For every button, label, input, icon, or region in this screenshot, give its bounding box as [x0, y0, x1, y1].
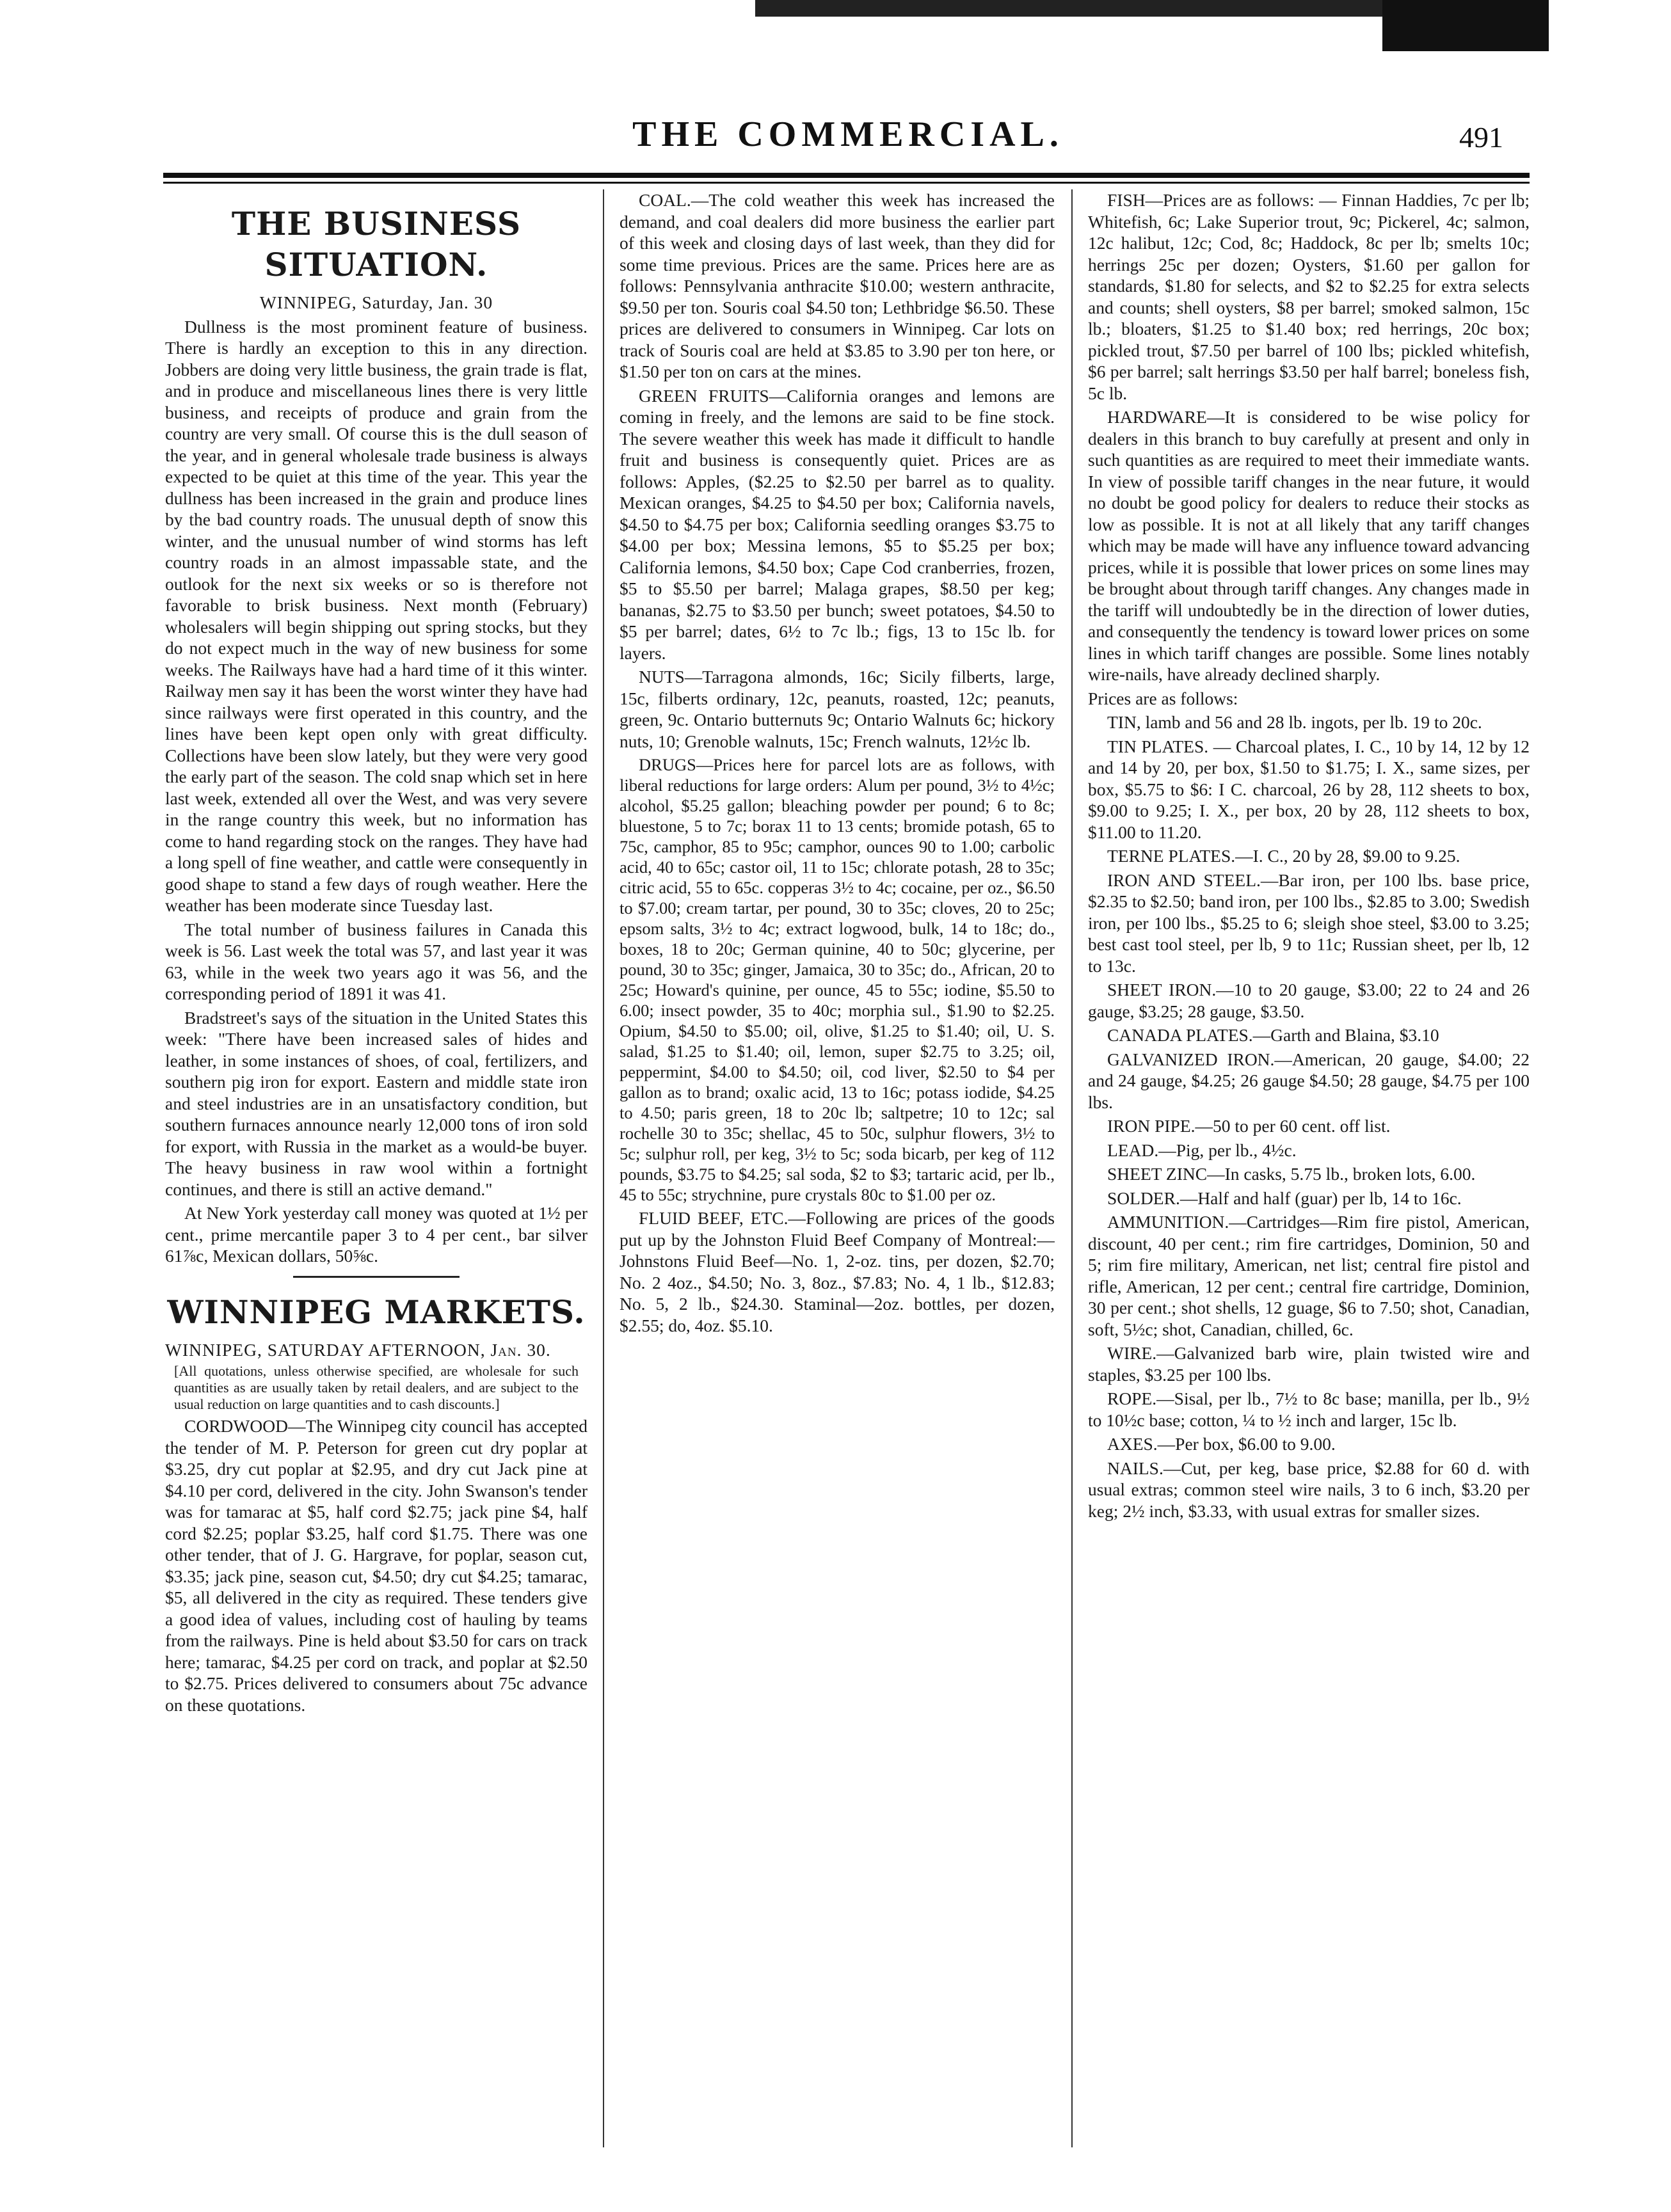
business-situation-paragraph: Dullness is the most prominent feature of business. There is hardly an exception to this in any direction. Jobbers are doing very little business, the grain trade is flat, and in produce and miscellaneous lines there is very little business, and receipts of produce and grain from the country are very small. Of course this is the dull season of the year, and in general wholesale trade business is always expected to be quiet at this time of the year. This year the dullness has been increased in the grain and produce lines by the bad country roads. The unusual depth of snow this winter, and the unusual number of wind storms has left country roads in an almost impassable state, and the outlook for the next six weeks or so is therefore not favorable to brisk business. Next month (February) wholesalers will begin shipping out spring stocks, but they do not expect much in the way of new business for some weeks. The Railways have had a hard time of it this winter. Railway men say it has been the worst winter they have had since railways were first operated in this country, and the lines have been kept open only with great difficulty. Collections have been slow lately, but they were very good the early part of the season. The cold snap which set in here last week, extended all over the West, and was very severe in the range country this week, but no information has come to hand regarding stock on the ranges. They have had a long spell of fine weather, and cattle were consequently in good shape to stand a few days of rough weather. Here the weather has been moderate since Tuesday last.	[165, 316, 588, 915]
nails-paragraph: NAILS.—Cut, per keg, base price, $2.88 for 60 d. with usual extras; common steel wire nails, 3 to 6 inch, $3.20 per keg; 2½ inch, $3.33, with usual extras for smaller sizes.	[1088, 1458, 1530, 1521]
column-divider-1	[603, 189, 604, 2147]
nuts-paragraph: NUTS—Tarragona almonds, 16c; Sicily filberts, large, 15c, filberts ordinary, 12c, peanuts, roasted, 12c; peanuts, green, 9c. Ontario butternuts 9c; Ontario Walnuts 6c; hickory nuts, 10; Grenoble walnuts, 15c; French walnuts, 12½c lb.	[620, 667, 1055, 751]
business-situation-paragraph: At New York yesterday call money was quoted at 1½ per cent., prime mercantile paper 3 to 4 per cent., bar silver 61⅞c, Mexican dollars, 50⅝c.	[165, 1203, 588, 1266]
page-number: 491	[1459, 121, 1503, 154]
header-rule-thin	[163, 182, 1530, 184]
coal-paragraph: COAL.—The cold weather this week has increased the demand, and coal dealers did more business the earlier part of this week and closing days of last week, than they did for some time previous. Prices are the same. Prices here are as follows: Pennsylvania anthracite $10.00; western anthracite, $9.50 per ton. Souris coal $4.50 ton; Lethbridge $6.50. These prices are delivered to consumers in Winnipeg. Car lots on track of Souris coal are held at $3.85 to 3.90 per ton here, or $1.50 per ton on cars at the mines.	[620, 190, 1055, 381]
business-situation-paragraph: Bradstreet's says of the situation in the United States this week: "There have been increased sales of hides and leather, in some instances of shoes, of coal, fertilizers, and southern pig iron for export. Eastern and middle state iron and steel industries are in an unsatisfactory condition, but southern furnaces announce nearly 12,000 tons of iron sold for export, with Russia in the market as a would-be buyer. The heavy business in raw wool within a fortnight continues, and there is still an active demand."	[165, 1007, 588, 1199]
fish-paragraph: FISH—Prices are as follows: — Finnan Haddies, 7c per lb; Whitefish, 6c; Lake Superior trout, 9c; Pickerel, 4c; salmon, 12c halibut, 12c; Cod, 8c; Haddock, 8c per lb; smelts 10c; herrings 25c per dozen; Oysters, $1.60 per gallon for standards, $1.80 for selects, and $2 to $2.25 for extra selects and counts; shell oysters, $8 per barrel; smoked salmon, 15c lb.; bloaters, $1.25 to $1.40 box; red herrings, 20c box; pickled trout, $7.50 per barrel of 100 lbs; pickled whitefish, $6 per barrel; salt herrings $3.50 per half barrel; boneless fish, 5c lb.	[1088, 190, 1530, 403]
galvanized-iron-paragraph: GALVANIZED IRON.—American, 20 gauge, $4.00; 22 and 24 gauge, $4.25; 26 gauge $4.50; 28 gauge, $4.75 per 100 lbs.	[1088, 1049, 1530, 1112]
drugs-paragraph: DRUGS—Prices here for parcel lots are as follows, with liberal reductions for large orders: Alum per pound, 3½ to 4½c; alcohol, $5.25 gallon; bleaching powder per pound; 6 to 8c; bluestone, 5 to 7c; borax 11 to 13 cents; bromide potash, 65 to 75c, camphor, 85 to 95c; camphor, ounces 90 to 1.00; carbolic acid, 40 to 65c; castor oil, 11 to 15c; chlorate potash, 28 to 35c; citric acid, 55 to 65c. copperas 3½ to 4c; cocaine, per oz., $6.50 to $7.00; cream tartar, per pound, 30 to 35c; cloves, 20 to 25c; epsom salts, 3½ to 4c; extract logwood, bulk, 14 to 18c; do., boxes, 18 to 20c; German quinine, 40 to 50c; glycerine, per pound, 30 to 35c; ginger, Jamaica, 30 to 35c; do., African, 20 to 25c; Howard's quinine, per ounce, 45 to 55c; iodine, $5.50 to 6.00; insect powder, 35 to 40c; morphia sul., $1.90 to $2.25. Opium, $4.50 to $5.00; oil, olive, $1.25 to $1.40; oil, U. S. salad, $1.25 to $1.40; oil, lemon, super $2.75 to 3.25; oil, peppermint, $4.00 to $4.50; oil, cod liver, $2.50 to $4 per gallon as to brand; oxalic acid, 13 to 16c; potass iodide, $4.25 to 4.50; paris green, 18 to 20c lb; saltpetre; 10 to 12c; sal rochelle 30 to 35c; shellac, 45 to 50c, sulphur flowers, 3½ to 5c; sulphur roll, per keg, 3½ to 5c; soda bicarb, per keg of 112 pounds, $3.75 to $4.25; sal soda, $2 to $3; tartaric acid, per lb., 45 to 55c; strychnine, pure crystals 80c to $1.00 per oz.	[620, 755, 1055, 1204]
tin-paragraph: TIN, lamb and 56 and 28 lb. ingots, per lb. 19 to 20c.	[1107, 712, 1482, 732]
sheet-iron-paragraph: SHEET IRON.—10 to 20 gauge, $3.00; 22 to 24 and 26 gauge, $3.25; 28 gauge, $3.50.	[1088, 980, 1530, 1021]
fluid-beef-paragraph: FLUID BEEF, ETC.—Following are prices of the goods put up by the Johnston Fluid Beef Company of Montreal:—Johnstons Fluid Beef—No. 1, 2-oz. tins, per dozen, $2.70; No. 2 4oz., $4.50; No. 3, 8oz., $7.83; No. 4, 1 lb., $12.83; No. 5, 2 lb., $24.30. Staminal—2oz. bottles, per dozen, $2.55; do, 4oz. $5.10.	[620, 1208, 1055, 1335]
business-situation-headline: THE BUSINESS SITUATION.	[231, 205, 522, 283]
iron-pipe-paragraph: IRON PIPE.—50 to per 60 cent. off list.	[1107, 1116, 1391, 1136]
column-2	[620, 189, 1055, 2154]
winnipeg-markets-dateline: WINNIPEG, SATURDAY AFTERNOON, Jan. 30.	[165, 1339, 551, 1360]
canada-plates-paragraph: CANADA PLATES.—Garth and Blaina, $3.10	[1107, 1025, 1439, 1045]
top-scan-edge	[1382, 0, 1549, 51]
business-situation-paragraph: The total number of business failures in Canada this week is 56. Last week the total was 57, and last year it was 63, while in the week two years ago it was 56, and the corresponding period of 1891 it was 41.	[165, 919, 588, 1003]
column-divider-2	[1071, 189, 1073, 2147]
winnipeg-markets-headline: WINNIPEG MARKETS.	[167, 1293, 586, 1331]
header-rule-thick	[163, 173, 1530, 178]
masthead: THE COMMERCIAL.	[632, 115, 1064, 154]
lead-paragraph: LEAD.—Pig, per lb., 4½c.	[1107, 1140, 1297, 1160]
rope-paragraph: ROPE.—Sisal, per lb., 7½ to 8c base; manilla, per lb., 9½ to 10½c base; cotton, ¼ to ½ inch and larger, 15c lb.	[1088, 1388, 1530, 1430]
sheet-zinc-paragraph: SHEET ZINC—In casks, 5.75 lb., broken lots, 6.00.	[1107, 1164, 1476, 1184]
column-3	[1088, 189, 1530, 2154]
cordwood-paragraph: CORDWOOD—The Winnipeg city council has accepted the tender of M. P. Peterson for green cut dry poplar at $3.25, dry cut poplar at $2.95, and dry cut Jack pine at $4.10 per cord, delivered in the city. John Swanson's tender was for tamarac at $5, half cord $2.75; jack pine $4, half cord $2.25; poplar $3.25, half cord $1.75. There was one other tender, that of J. G. Hargrave, for poplar, season cut, $3.35; jack pine, season cut, $4.50; dry cut $4.25; tamarac, $5, all delivered in the city as required. These tenders give a good idea of values, including cost of hauling by teams from the railways. Pine is held about $3.50 for cars on track here; tamarac, $4.25 per cord on track, and poplar at $2.50 to $2.75. Prices delivered to consumers about 75c advance on these quotations.	[165, 1416, 588, 1715]
solder-paragraph: SOLDER.—Half and half (guar) per lb, 14 to 16c.	[1107, 1188, 1462, 1208]
column-1	[165, 189, 588, 2154]
prices-intro: Prices are as follows:	[1088, 688, 1238, 708]
quotations-note: [All quotations, unless otherwise specified, are wholesale for such quantities as are usually taken by retail dealers, and are subject to the usual reduction on large quantities and to cash discounts.]	[174, 1363, 579, 1412]
section-rule	[293, 1276, 460, 1278]
hardware-paragraph: HARDWARE—It is considered to be wise policy for dealers in this branch to buy carefully at present and only in such quantities as are required to meet their immediate wants. In view of possible tariff changes in the near future, it would no doubt be good policy for dealers to reduce their stocks as low as possible. It is not at all likely that any tariff changes which may be made will have any influence toward advancing prices, while it is possible that lower prices on some lines may be brought about through tariff changes. Any changes made in the tariff will undoubtedly be in the direction of lower duties, and consequently the tendency is toward lower prices on some lines in which tariff changes are possible. Some lines notably wire-nails, have already declined sharply.	[1088, 407, 1530, 684]
iron-steel-paragraph: IRON AND STEEL.—Bar iron, per 100 lbs. base price, $2.35 to $2.50; band iron, per 100 lbs., $2.85 to 3.00; Swedish iron, per 100 lbs., $5.25 to 6; sleigh shoe steel, $3.00 to 3.25; best cast tool steel, per lb, 9 to 11c; Russian sheet, per lb, 12 to 13c.	[1088, 870, 1530, 976]
terne-plates-paragraph: TERNE PLATES.—I. C., 20 by 28, $9.00 to 9.25.	[1107, 846, 1460, 866]
wire-paragraph: WIRE.—Galvanized barb wire, plain twisted wire and staples, $3.25 per 100 lbs.	[1088, 1343, 1530, 1385]
green-fruits-paragraph: GREEN FRUITS—California oranges and lemons are coming in freely, and the lemons are said to be fine stock. The severe weather this week has made it difficult to handle fruit and business is consequently quiet. Prices are as follows: Apples, ($2.25 to $2.50 per barrel as to quality. Mexican oranges, $4.25 to $4.50 per box; California navels, $4.50 to $4.75 per box; California seedling oranges $3.75 to $4.00 per box; Messina lemons, $5 to $5.25 per box; California lemons, $4.50 box; Cape Cod cranberries, frozen, $5 to $5.50 per barrel; Malaga grapes, $8.50 per keg; bananas, $2.75 to $3.50 per bunch; sweet potatoes, $4.50 to $5 per barrel; dates, 6½ to 7c lb.; figs, 13 to 15c lb. for layers.	[620, 385, 1055, 663]
axes-paragraph: AXES.—Per box, $6.00 to 9.00.	[1107, 1434, 1336, 1454]
ammunition-paragraph: AMMUNITION.—Cartridges—Rim fire pistol, American, discount, 40 per cent.; rim fire cartridges, Dominion, 50 and 5; rim fire military, American, net list; central fire pistol and rifle, American, 12 per cent.; central fire cartridge, Dominion, 30 per cent.; shot shells, 12 guage, $6 to 7.50; shot, Canadian, soft, 5½c; shot, Canadian, chilled, 6c.	[1088, 1212, 1530, 1339]
business-situation-dateline: WINNIPEG, Saturday, Jan. 30	[259, 292, 493, 312]
tin-plates-paragraph: TIN PLATES. — Charcoal plates, I. C., 10 by 14, 12 by 12 and 14 by 20, per box, $1.50 to $1.75; I. X., same sizes, per box, $5.75 to $6: I C. charcoal, 26 by 28, 112 sheets to box, $9.00 to 9.25; I. X., per box, 20 by 28, 112 sheets to box, $11.00 to 11.20.	[1088, 736, 1530, 842]
